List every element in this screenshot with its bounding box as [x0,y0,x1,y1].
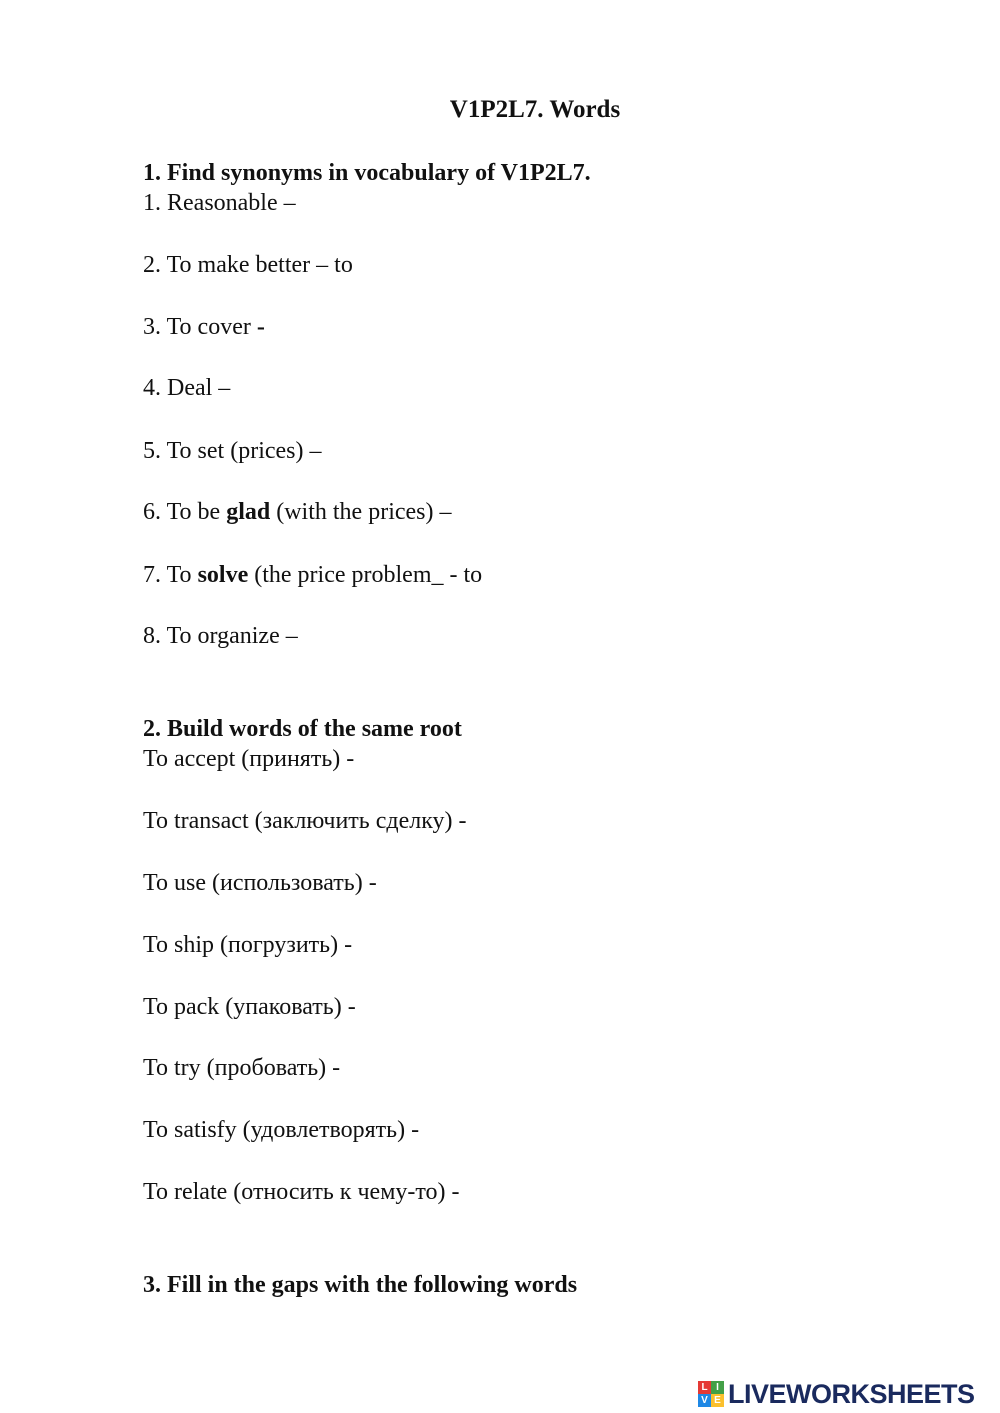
root-item-4: To ship (погрузить) - [143,932,353,958]
section-1-heading: 1. Find synonyms in vocabulary of V1P2L7. [143,160,591,186]
synonym-item-2: 2. To make better – to [143,252,353,278]
root-item-7: To satisfy (удовлетворять) - [143,1117,420,1143]
liveworksheets-logo [698,1377,975,1411]
root-item-3: To use (использовать) - [143,870,377,896]
synonym-item-4: 4. Deal – [143,375,231,401]
mark-letter-e: E [711,1394,724,1407]
section-3-heading: 3. Fill in the gaps with the following words [143,1272,578,1298]
mark-letter-v: V [698,1394,711,1407]
root-item-6: To try (пробовать) - [143,1055,341,1081]
liveworksheets-mark-icon [698,1381,724,1407]
root-item-1: To accept (принять) - [143,746,355,772]
document-title: V1P2L7. Words [449,96,621,123]
mark-letter-l: L [698,1381,711,1394]
section-2-heading: 2. Build words of the same root [143,716,462,742]
liveworksheets-wordmark: LIVEWORKSHEETS [728,1378,975,1409]
synonym-item-3: 3. To cover - [143,314,265,340]
synonym-item-7: 7. To solve (the price problem_ - to [143,562,483,588]
synonym-item-5: 5. To set (prices) – [143,438,322,464]
synonym-item-6: 6. To be glad (with the prices) – [143,499,452,525]
synonym-item-1: 1. Reasonable – [143,190,296,216]
root-item-5: To pack (упаковать) - [143,994,356,1020]
synonym-item-8: 8. To organize – [143,623,298,649]
root-item-2: To transact (заключить сделку) - [143,808,467,834]
root-item-8: To relate (относить к чему-то) - [143,1179,460,1205]
mark-letter-i: I [711,1381,724,1394]
